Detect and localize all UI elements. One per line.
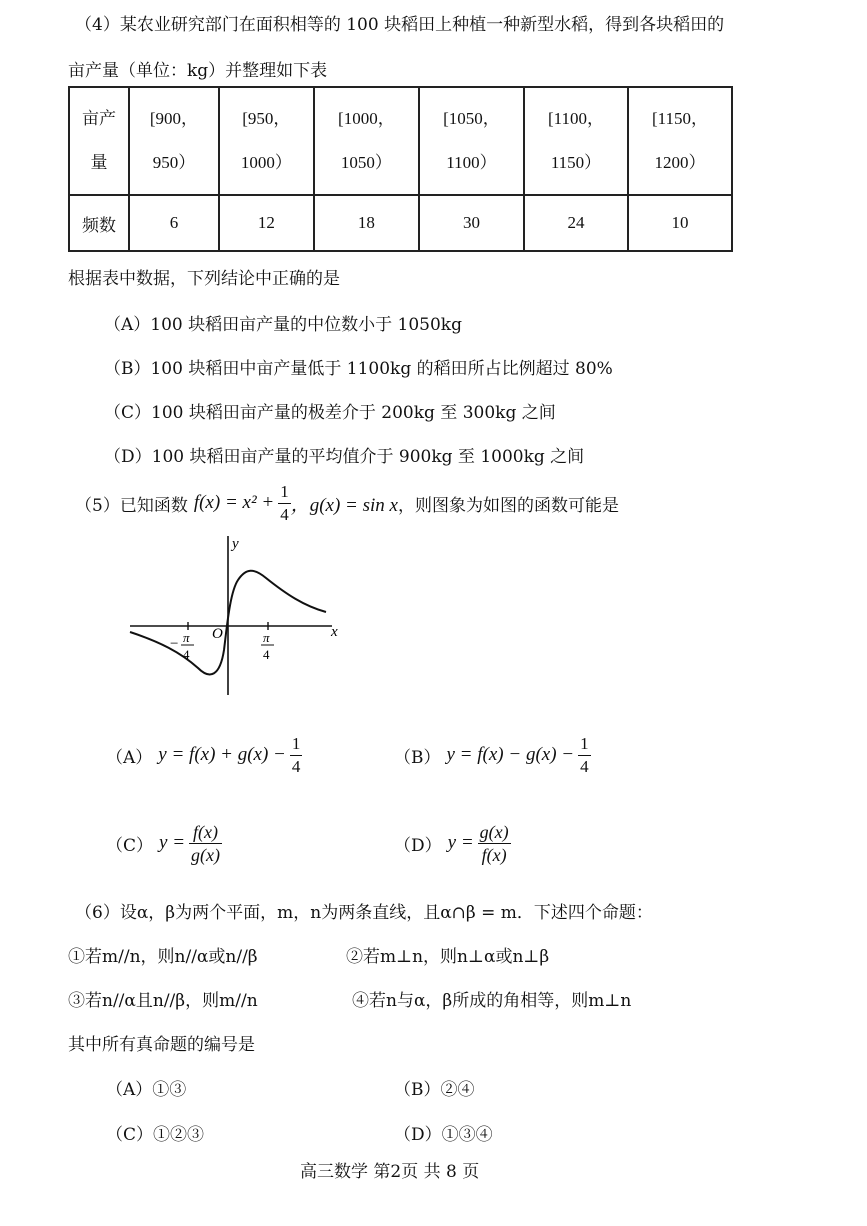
table-cell-range: [1150， 1200） [628, 87, 732, 195]
tick-label-pi-pos: π [263, 630, 270, 645]
q5-suffix: ，则图象为如图的函数可能是 [397, 495, 619, 516]
table-cell-range: [1000， 1050） [314, 87, 419, 195]
q5-option-c[interactable]: （C） y = $\frac{f(x)}{g(x)}$ [106, 821, 221, 865]
yield-frequency-table [68, 86, 733, 252]
q6-option-a[interactable]: （A）①③ [106, 1080, 187, 1100]
table-header-frequency: 频数 [69, 195, 129, 251]
q4-stem-line1: （4）某农业研究部门在面积相等的 100 块稻田上种植一种新型水稻，得到各块稻田的 [75, 15, 725, 35]
table-cell-range: [1100， 1150） [524, 87, 628, 195]
q4-option-a[interactable]: （A）100 块稻田亩产量的中位数小于 1050kg [104, 315, 462, 335]
table-cell-count: 10 [628, 195, 732, 251]
y-axis-label: y [232, 536, 239, 552]
q4-option-c[interactable]: （C）100 块稻田亩产量的极差介于 200kg 至 300kg 之间 [104, 403, 556, 423]
page-footer: 高三数学 第2页 共 8 页 [300, 1162, 480, 1182]
table-cell-range: [950， 1000） [219, 87, 314, 195]
table-cell-range: [1050， 1100） [419, 87, 524, 195]
q5-option-b[interactable]: （B） y = f(x) − g(x) − $\frac{1}{4}$ [394, 733, 589, 776]
table-row-frequency [69, 195, 732, 251]
table-cell-count: 24 [524, 195, 628, 251]
q6-proposition-4: ④若n与α，β所成的角相等，则m⊥n [352, 991, 632, 1011]
q5-f-definition: f(x) = x² + [193, 492, 275, 513]
q5-option-d[interactable]: （D） y = $\frac{g(x)}{f(x)}$ [394, 821, 509, 865]
tick-label-four-pos: 4 [263, 647, 270, 662]
q5-stem [75, 478, 619, 528]
tick-label-pi-neg: π [183, 630, 190, 645]
q6-stem: （6）设α，β为两个平面，m，n为两条直线，且α∩β = m．下述四个命题： [75, 903, 653, 923]
q4-prompt: 根据表中数据，下列结论中正确的是 [68, 269, 340, 289]
q5-f-fraction: $\frac{1}{4}$ [280, 481, 289, 524]
q6-prompt: 其中所有真命题的编号是 [68, 1035, 255, 1055]
table-row-yield [69, 87, 732, 195]
q6-proposition-3: ③若n//α且n//β，则m//n [68, 991, 258, 1011]
q4-stem-line2: 亩产量（单位：kg）并整理如下表 [68, 61, 328, 81]
tick-label-four-neg: 4 [183, 647, 190, 662]
table-header-yield: 亩产 量 [69, 87, 129, 195]
q6-proposition-1: ①若m//n，则n//α或n//β [68, 947, 258, 967]
q6-option-c[interactable]: （C）①②③ [106, 1125, 205, 1145]
q4-option-b[interactable]: （B）100 块稻田中亩产量低于 1100kg 的稻田所占比例超过 80% [104, 359, 613, 379]
q6-option-b[interactable]: （B）②④ [394, 1080, 475, 1100]
origin-label: O [212, 626, 223, 642]
table-cell-count: 30 [419, 195, 524, 251]
q5-g-definition: ，g(x) = sin x [290, 494, 398, 516]
q6-option-d[interactable]: （D）①③④ [394, 1125, 493, 1145]
q5-option-a[interactable]: （A） y = f(x) + g(x) − $\frac{1}{4}$ [106, 733, 301, 776]
x-axis-label: x [331, 624, 338, 640]
tick-label-minus: − [170, 636, 179, 652]
table-cell-count: 18 [314, 195, 419, 251]
table-cell-count: 12 [219, 195, 314, 251]
table-cell-range: [900， 950） [129, 87, 219, 195]
q4-option-d[interactable]: （D）100 块稻田亩产量的平均值介于 900kg 至 1000kg 之间 [104, 447, 585, 467]
function-graph [120, 530, 360, 700]
q6-proposition-2: ②若m⊥n，则n⊥α或n⊥β [346, 947, 550, 967]
table-cell-count: 6 [129, 195, 219, 251]
q5-prefix: （5）已知函数 [75, 495, 188, 516]
